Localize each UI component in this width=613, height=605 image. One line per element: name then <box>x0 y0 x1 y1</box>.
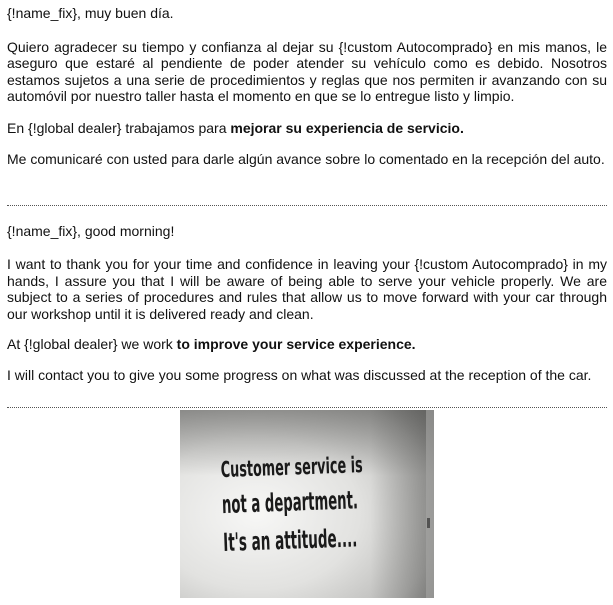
english-greeting: {!name_fix}, good morning! <box>7 222 175 239</box>
english-dealer-text: At {!global dealer} we work <box>7 336 177 352</box>
spanish-section <box>7 0 607 168</box>
english-paragraph-thanks: I want to thank you for your time and confidence in leaving your {!custom Autocomprado} in my hands, I assure you that I will be aware of being able to serve your vehicle properly. We are subject to a series of procedures and rules that allow us to move forward with your car through our workshop until it is delivered ready and clean. <box>7 256 607 322</box>
spanish-paragraph-dealer <box>7 120 607 137</box>
spanish-dealer-text: En {!global dealer} trabajamos para <box>7 119 231 136</box>
photo-sign-line1: Customer service is <box>220 449 465 484</box>
photo-sign-line2: not a department. <box>221 481 480 520</box>
spanish-paragraph-thanks: Quiero agradecer su tiempo y confianza al dejar su {!custom Autocomprado} en mis manos, le aseguro que estaré al pendiente de poder atender su vehículo como es debido. Nosotros estamos sujetos a una serie de procedimientos y reglas que nos permiten ir avanzando con su automóvil por nuestro taller hasta el momento en que se lo entregue listo y limpio. <box>7 38 607 104</box>
spanish-greeting: {!name_fix}, muy buen día. <box>7 5 174 21</box>
divider <box>7 407 607 408</box>
english-paragraph-dealer <box>7 336 607 353</box>
customer-service-photo <box>180 410 480 598</box>
english-paragraph-contact: I will contact you to give you some progress on what was discussed at the reception of the car. <box>7 366 592 383</box>
photo-sign-line3: It's an attitude.... <box>222 519 472 558</box>
spanish-dealer-emphasis: mejorar su experiencia de servicio. <box>230 119 464 136</box>
english-dealer-emphasis: to improve your service experience. <box>176 336 416 352</box>
english-section <box>7 206 607 384</box>
spanish-paragraph-contact: Me comunicaré con usted para darle algún avance sobre lo comentado en la recepción del auto. <box>7 151 605 167</box>
